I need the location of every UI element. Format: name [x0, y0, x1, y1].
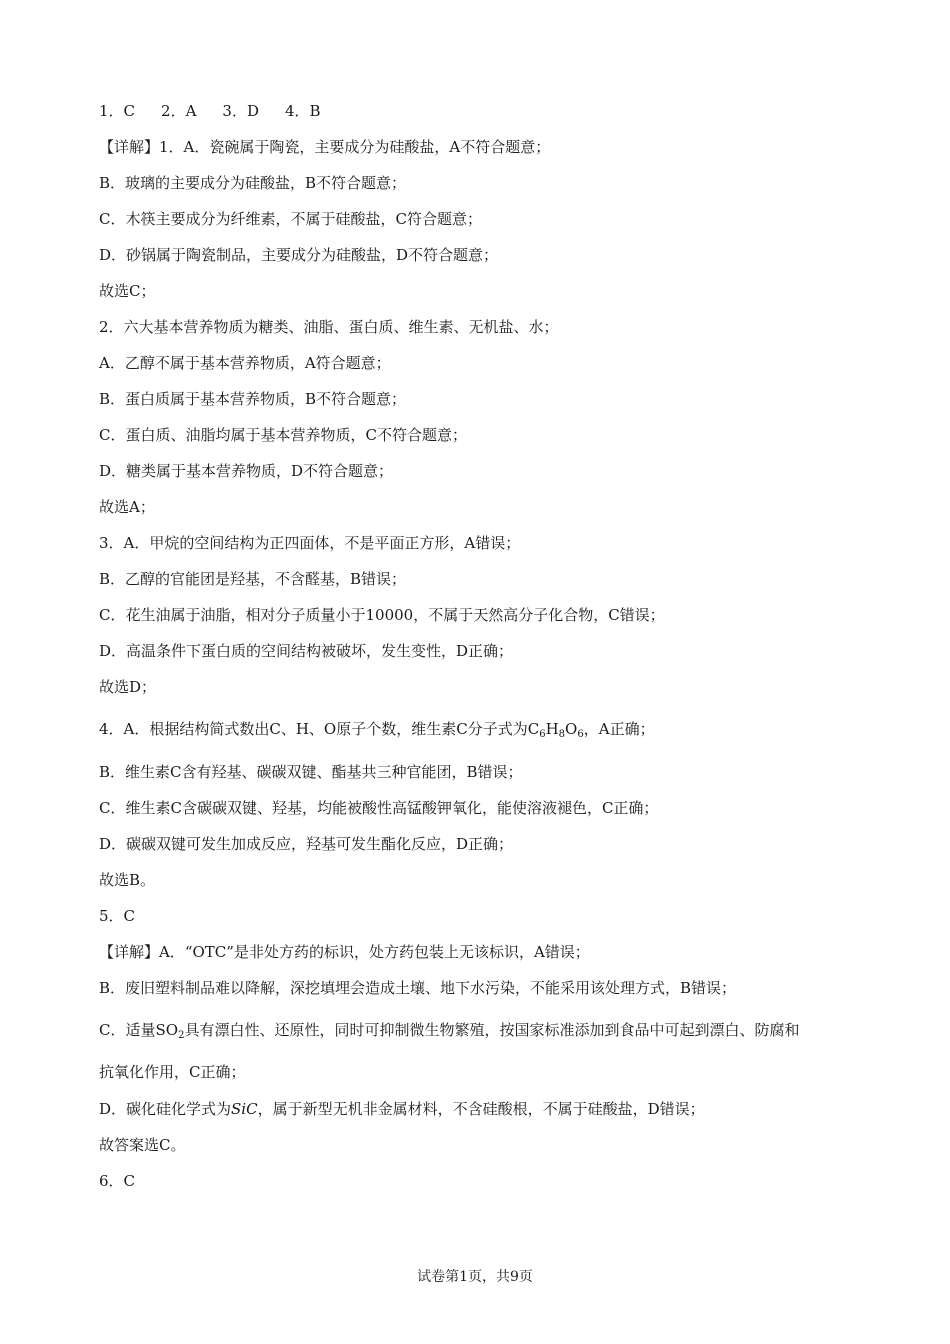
subscript: 8 — [558, 729, 566, 740]
answer-key-row — [99, 101, 347, 121]
explanation-line: B．蛋白质属于基本营养物质，B不符合题意； — [99, 390, 407, 408]
subscript: 6 — [577, 729, 584, 740]
answer-5: 5．C — [99, 907, 136, 925]
explanation-line: B．维生素C含有羟基、碳碳双键、酯基共三种官能团，B错误； — [99, 763, 523, 781]
subscript: 2 — [178, 1030, 185, 1041]
conclusion-line: 故选B。 — [99, 871, 156, 889]
answer-3: 3．D — [222, 102, 259, 120]
explanation-line: 【详解】A．“OTC”是非处方药的标识，处方药包装上无该标识，A错误； — [99, 943, 590, 961]
explanation-line: B．乙醇的官能团是羟基，不含醛基，B错误； — [99, 570, 407, 588]
conclusion-line: 故选D； — [99, 678, 157, 696]
explanation-line: D．高温条件下蛋白质的空间结构被破坏，发生变性，D正确； — [99, 642, 514, 660]
answer-2: 2．A — [161, 102, 197, 120]
explanation-line: D．砂锅属于陶瓷制品，主要成分为硅酸盐，D不符合题意； — [99, 246, 499, 264]
explanation-line: C．花生油属于油脂，相对分子质量小于10000，不属于天然高分子化合物，C错误； — [99, 606, 665, 624]
explanation-line: 【详解】1．A．瓷碗属于陶瓷，主要成分为硅酸盐，A不符合题意； — [99, 138, 551, 156]
text-segment: H — [545, 720, 559, 738]
explanation-line: B．废旧塑料制品难以降解，深挖填埋会造成土壤、地下水污染，不能采用该处理方式，B错误； — [99, 979, 737, 997]
page-footer: 试卷第1页，共9页 — [417, 1269, 533, 1285]
explanation-line: D．碳碳双键可发生加成反应，羟基可发生酯化反应，D正确； — [99, 835, 514, 853]
explanation-line: 抗氧化作用，C正确； — [99, 1063, 246, 1081]
text-segment: D．碳化硅化学式为 — [99, 1100, 232, 1118]
explanation-line: C．木筷主要成分为纤维素，不属于硅酸盐，C符合题意； — [99, 210, 482, 228]
text-segment: 具有漂白性、还原性，同时可抑制微生物繁殖，按国家标准添加到食品中可起到漂白、防腐和 — [184, 1021, 800, 1039]
answer-1: 1．C — [99, 102, 136, 120]
explanation-line: C．维生素C含碳碳双键、羟基，均能被酸性高锰酸钾氧化，能使溶液褪色，C正确； — [99, 799, 659, 817]
answer-6: 6．C — [99, 1172, 136, 1190]
explanation-line: C．蛋白质、油脂均属于基本营养物质，C不符合题意； — [99, 426, 467, 444]
subscript: 6 — [539, 729, 546, 740]
explanation-line: A．乙醇不属于基本营养物质，A符合题意； — [99, 354, 391, 372]
text-segment: 4．A．根据结构简式数出C、H、O原子个数，维生素C分子式为C — [99, 720, 540, 738]
answer-4: 4．B — [285, 102, 321, 120]
explanation-line-formula — [99, 1020, 799, 1046]
text-segment: ，属于新型无机非金属材料，不含硅酸根，不属于硅酸盐，D错误； — [257, 1100, 705, 1118]
explanation-line: B．玻璃的主要成分为硅酸盐，B不符合题意； — [99, 174, 407, 192]
explanation-line: D．糖类属于基本营养物质，D不符合题意； — [99, 462, 394, 480]
text-segment: C．适量SO — [99, 1021, 179, 1039]
conclusion-line: 故答案选C。 — [99, 1136, 186, 1154]
chemical-formula: SiC — [231, 1100, 258, 1118]
explanation-line-formula — [99, 1099, 705, 1119]
explanation-line: 3．A．甲烷的空间结构为正四面体，不是平面正方形，A错误； — [99, 534, 521, 552]
conclusion-line: 故选C； — [99, 282, 156, 300]
conclusion-line: 故选A； — [99, 498, 155, 516]
text-segment: O — [565, 720, 578, 738]
text-segment: ，A正确； — [583, 720, 655, 738]
explanation-line-formula — [99, 719, 655, 745]
explanation-line: 2．六大基本营养物质为糖类、油脂、蛋白质、维生素、无机盐、水； — [99, 318, 559, 336]
